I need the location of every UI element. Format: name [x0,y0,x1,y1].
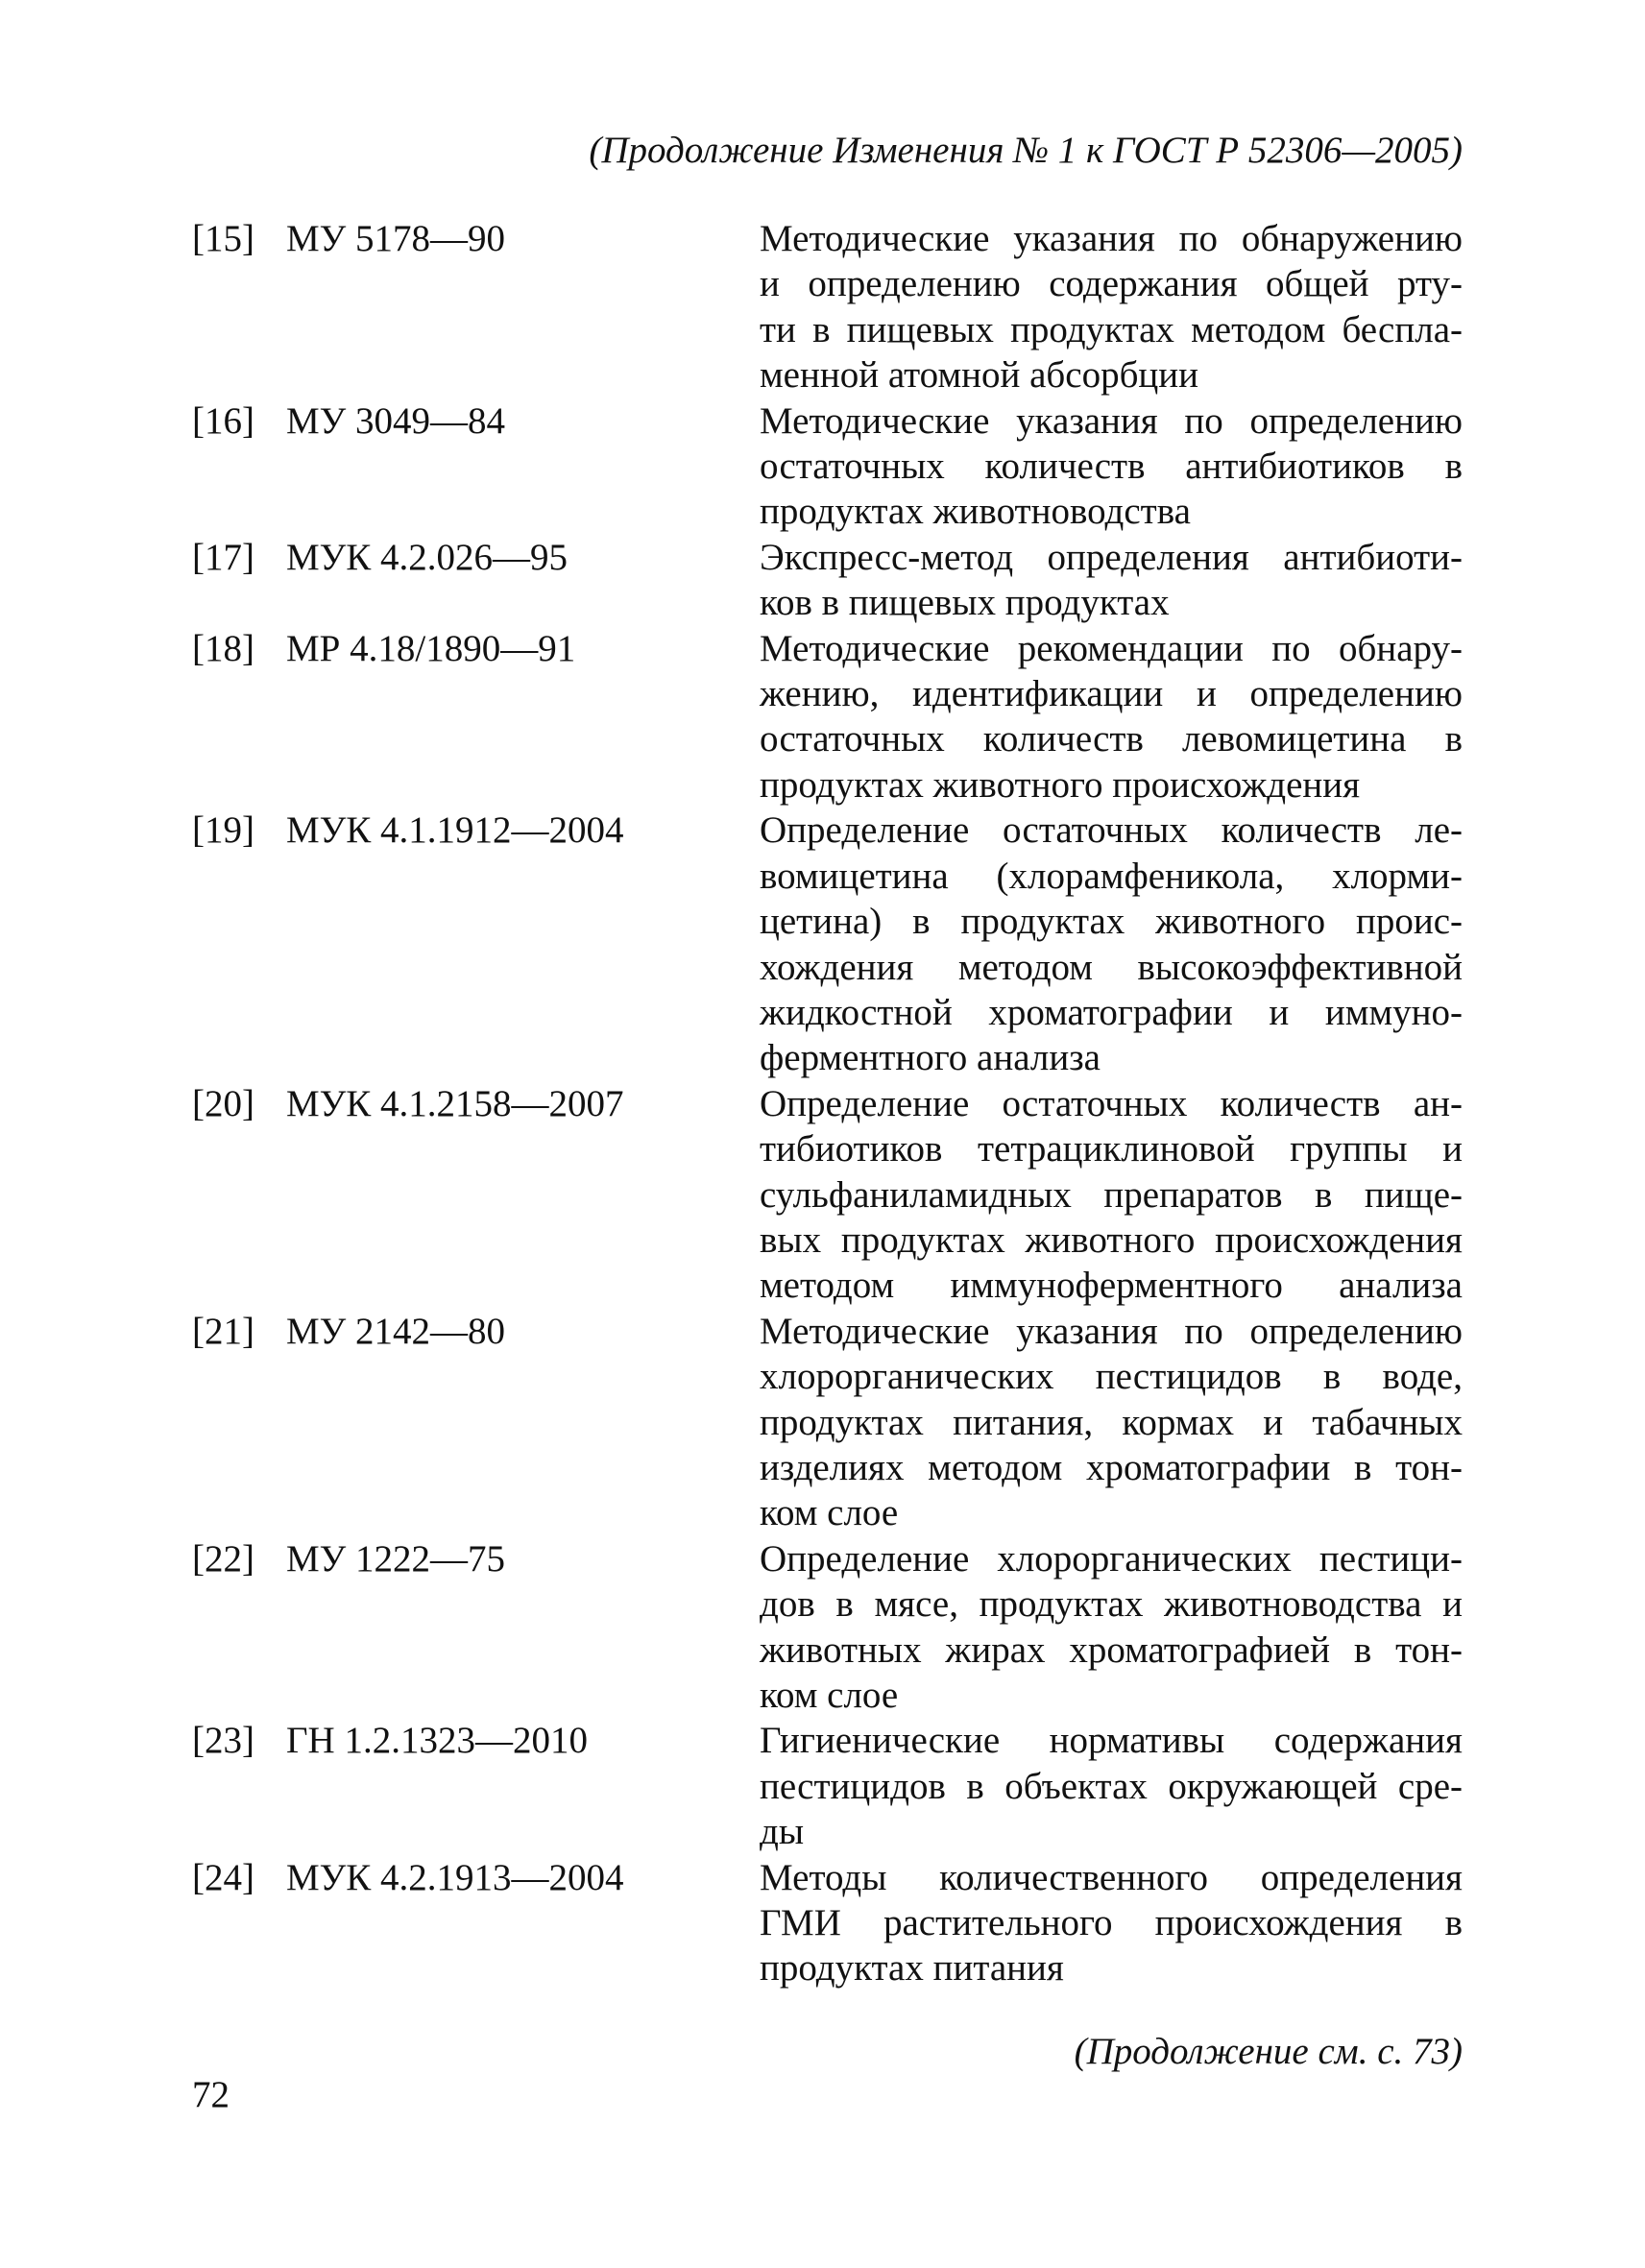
reference-title-line: Методические указания по определению [760,399,1463,442]
reference-title-line: менной атомной абсорбции [760,354,1199,397]
continuation-footer: (Продолжение см. с. 73) [1074,2031,1463,2072]
reference-number: [20] [192,1082,254,1124]
reference-title-line: продуктах животноводства [760,491,1191,533]
reference-item [192,398,1463,535]
reference-title-line: ды [760,1811,805,1853]
reference-item [192,1081,1463,1309]
reference-title-line: жидкостной хроматографии и иммуно- [760,991,1463,1033]
reference-title-line: и определению содержания общей рту- [760,263,1463,305]
reference-code: МУК 4.1.2158—2007 [286,1082,624,1124]
reference-number: [21] [192,1310,254,1352]
reference-title-line: Определение остаточных количеств ан- [760,1082,1463,1124]
reference-title-line: ГМИ растительного происхождения в [760,1902,1463,1944]
reference-title-line: вомицетина (хлорамфеникола, хлорми- [760,855,1463,897]
reference-list [192,216,1463,1991]
reference-number: [23] [192,1720,254,1762]
reference-title [760,1536,1463,1719]
reference-title [760,808,1463,1080]
reference-title [760,1718,1463,1854]
reference-title [760,626,1463,808]
reference-title [760,398,1463,535]
reference-item [192,1309,1463,1536]
reference-code: МУ 3049—84 [286,399,506,442]
page-number: 72 [192,2074,230,2115]
reference-item [192,1855,1463,1991]
reference-title-line: Определение остаточных количеств ле- [760,809,1463,852]
reference-number: [19] [192,809,254,852]
reference-title-line: Определение хлорорганических пестици- [760,1537,1463,1580]
reference-title [760,216,1463,398]
reference-item [192,1718,1463,1854]
reference-title-line: вых продуктах животного происхождения [760,1218,1463,1261]
reference-title-line: остаточных количеств левомицетина в [760,718,1463,760]
reference-title-line: продуктах питания, кормах и табачных [760,1401,1463,1443]
reference-title-line: Методические указания по обнаружению [760,218,1463,259]
reference-item [192,808,1463,1080]
reference-title-line: Методические рекомендации по обнару- [760,627,1463,669]
reference-title-line: цетина) в продуктах животного проис- [760,901,1463,943]
reference-code: МУ 5178—90 [286,218,506,259]
reference-title-line: дов в мясе, продуктах животноводства и [760,1583,1463,1626]
reference-code: МУ 2142—80 [286,1310,506,1352]
reference-title-line: ферментного анализа [760,1037,1101,1079]
reference-number: [15] [192,218,254,259]
reference-title-line: изделиях методом хроматографии в тон- [760,1446,1463,1488]
reference-title-line: Гигиенические нормативы содержания [760,1720,1463,1762]
reference-number: [17] [192,536,254,578]
reference-title [760,1855,1463,1991]
reference-title-line: хлорорганических пестицидов в воде, [760,1356,1463,1398]
reference-title-line: ти в пищевых продуктах методом беспла- [760,308,1463,350]
reference-title-line: Методы количественного определения [760,1856,1463,1898]
reference-title-line: животных жирах хроматографией в тон- [760,1629,1463,1671]
reference-code: МУК 4.2.026—95 [286,536,568,578]
reference-title-line: продуктах животного происхождения [760,763,1361,806]
reference-number: [16] [192,399,254,442]
reference-title-line: пестицидов в объектах окружающей сре- [760,1765,1463,1807]
reference-code: МУК 4.1.1912—2004 [286,809,624,852]
reference-title-line: тибиотиков тетрациклиновой группы и [760,1128,1463,1170]
reference-item [192,535,1463,626]
reference-title-line: Методические указания по определению [760,1310,1463,1352]
reference-title-line: жению, идентификации и определению [760,673,1463,715]
reference-title-line: методом иммуноферментного анализа [760,1265,1463,1307]
reference-title-line: Экспресс-метод определения антибиоти- [760,536,1463,578]
reference-title [760,535,1463,626]
reference-title-line: хождения методом высокоэффективной [760,946,1463,988]
reference-title-line: сульфаниламидных препаратов в пище- [760,1173,1463,1216]
reference-title-line: ков в пищевых продуктах [760,582,1170,624]
reference-title-line: ком слое [760,1492,899,1534]
reference-title-line: остаточных количеств антибиотиков в [760,446,1463,488]
reference-item [192,626,1463,808]
reference-title [760,1309,1463,1536]
reference-code: МУ 1222—75 [286,1537,506,1580]
reference-item [192,216,1463,398]
reference-title-line: продуктах питания [760,1947,1064,1990]
reference-number: [22] [192,1537,254,1580]
reference-title [760,1081,1463,1309]
reference-title-line: ком слое [760,1675,899,1716]
reference-number: [24] [192,1856,254,1898]
reference-code: МУК 4.2.1913—2004 [286,1856,624,1898]
reference-number: [18] [192,627,254,669]
reference-item [192,1536,1463,1719]
reference-code: ГН 1.2.1323—2010 [286,1720,588,1762]
continuation-header: (Продолжение Изменения № 1 к ГОСТ Р 52306—2005) [589,130,1463,171]
reference-code: МР 4.18/1890—91 [286,627,576,669]
